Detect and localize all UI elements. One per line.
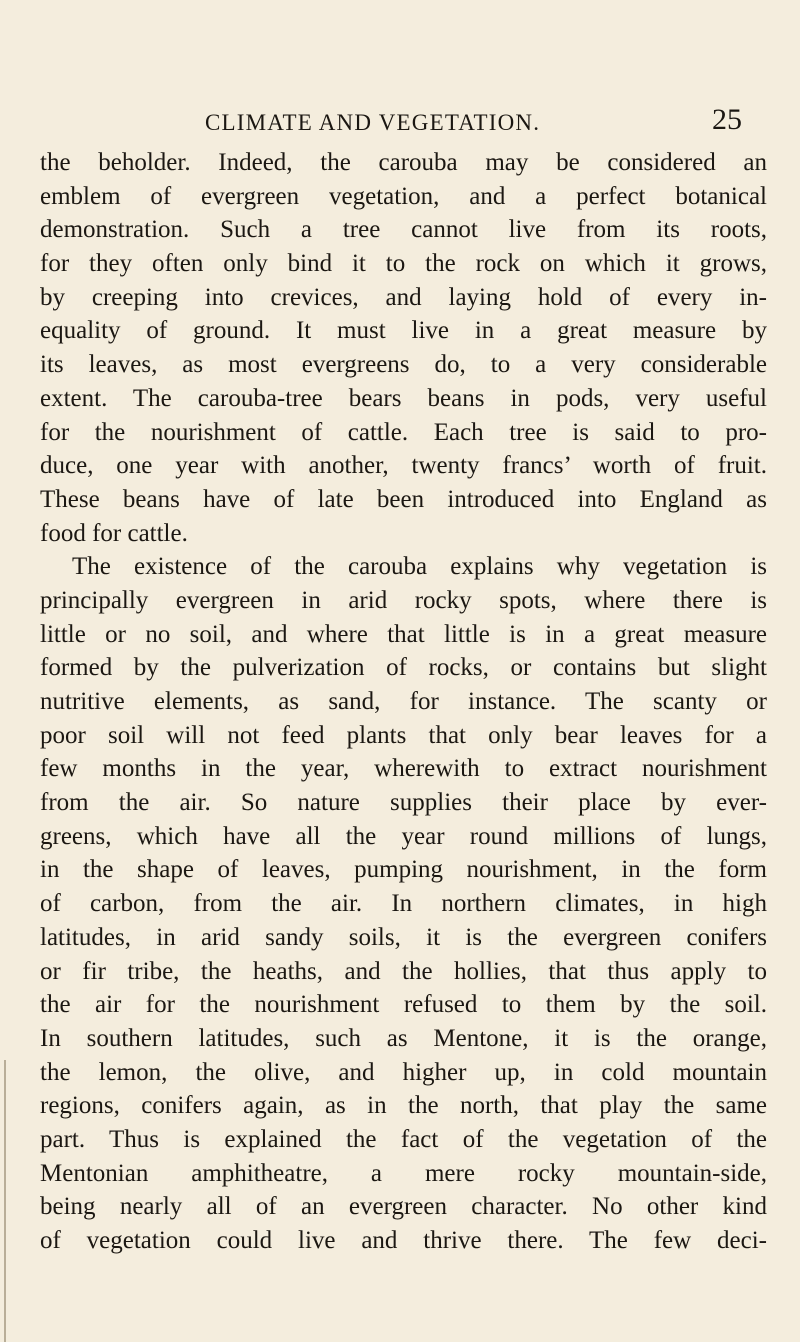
text-line: food for cattle. bbox=[40, 519, 188, 547]
text-line: The existence of the carouba explains why vegetation is bbox=[72, 553, 767, 581]
text-line: greens, which have all the year round millions of lungs, bbox=[40, 822, 767, 850]
text-line: by creeping into crevices, and laying hold of every in- bbox=[40, 283, 767, 311]
text-line: its leaves, as most evergreens do, to a very considerable bbox=[40, 351, 767, 379]
text-line: for they often only bind it to the rock on which it grows, bbox=[40, 250, 767, 278]
text-line: emblem of evergreen vegetation, and a perfect botanical bbox=[40, 182, 767, 210]
text-line: little or no soil, and where that little is in a great measure bbox=[40, 620, 767, 648]
text-line: These beans have of late been introduced into England as bbox=[40, 485, 767, 513]
text-line: extent. The carouba-tree bears beans in pods, very useful bbox=[40, 384, 767, 412]
page-number: 25 bbox=[712, 103, 742, 136]
text-line: part. Thus is explained the fact of the vegetation of the bbox=[40, 1125, 767, 1153]
text-line: principally evergreen in arid rocky spots, where there is bbox=[40, 586, 767, 614]
text-line: regions, conifers again, as in the north, that play the same bbox=[40, 1092, 767, 1120]
text-line: duce, one year with another, twenty francs’ worth of fruit. bbox=[40, 452, 767, 480]
running-head bbox=[0, 103, 800, 140]
text-line: of vegetation could live and thrive there. The few deci- bbox=[40, 1227, 767, 1254]
text-line: the air for the nourishment refused to them by the soil. bbox=[40, 991, 767, 1019]
text-line: the lemon, the olive, and higher up, in cold mountain bbox=[40, 1058, 767, 1086]
text-line: in the shape of leaves, pumping nourishment, in the form bbox=[40, 856, 767, 884]
text-line: In southern latitudes, such as Mentone, it is the orange, bbox=[40, 1024, 767, 1052]
text-line: Mentonian amphitheatre, a mere rocky mountain-side, bbox=[40, 1159, 767, 1187]
text-line: being nearly all of an evergreen character. No other kind bbox=[40, 1193, 767, 1221]
text-line: demonstration. Such a tree cannot live from its roots, bbox=[40, 216, 767, 244]
text-line: nutritive elements, as sand, for instance. The scanty or bbox=[40, 688, 767, 715]
text-line: the beholder. Indeed, the carouba may be considered an bbox=[40, 149, 767, 176]
text-line: of carbon, from the air. In northern climates, in high bbox=[40, 890, 767, 918]
text-line: formed by the pulverization of rocks, or contains but slight bbox=[40, 654, 767, 682]
page-edge-line bbox=[4, 1060, 6, 1342]
text-line: few months in the year, wherewith to extract nourishment bbox=[40, 755, 767, 783]
text-line: from the air. So nature supplies their place by ever- bbox=[40, 789, 767, 817]
running-title: CLIMATE AND VEGETATION. bbox=[205, 110, 541, 135]
text-line: equality of ground. It must live in a great measure by bbox=[40, 317, 767, 345]
text-line: or fir tribe, the heaths, and the hollies, that thus apply to bbox=[40, 957, 767, 985]
text-line: for the nourishment of cattle. Each tree is said to pro- bbox=[40, 418, 767, 446]
text-line: latitudes, in arid sandy soils, it is the evergreen conifers bbox=[40, 923, 767, 951]
text-line: poor soil will not feed plants that only bear leaves for a bbox=[40, 721, 767, 749]
body-text bbox=[40, 146, 767, 1258]
